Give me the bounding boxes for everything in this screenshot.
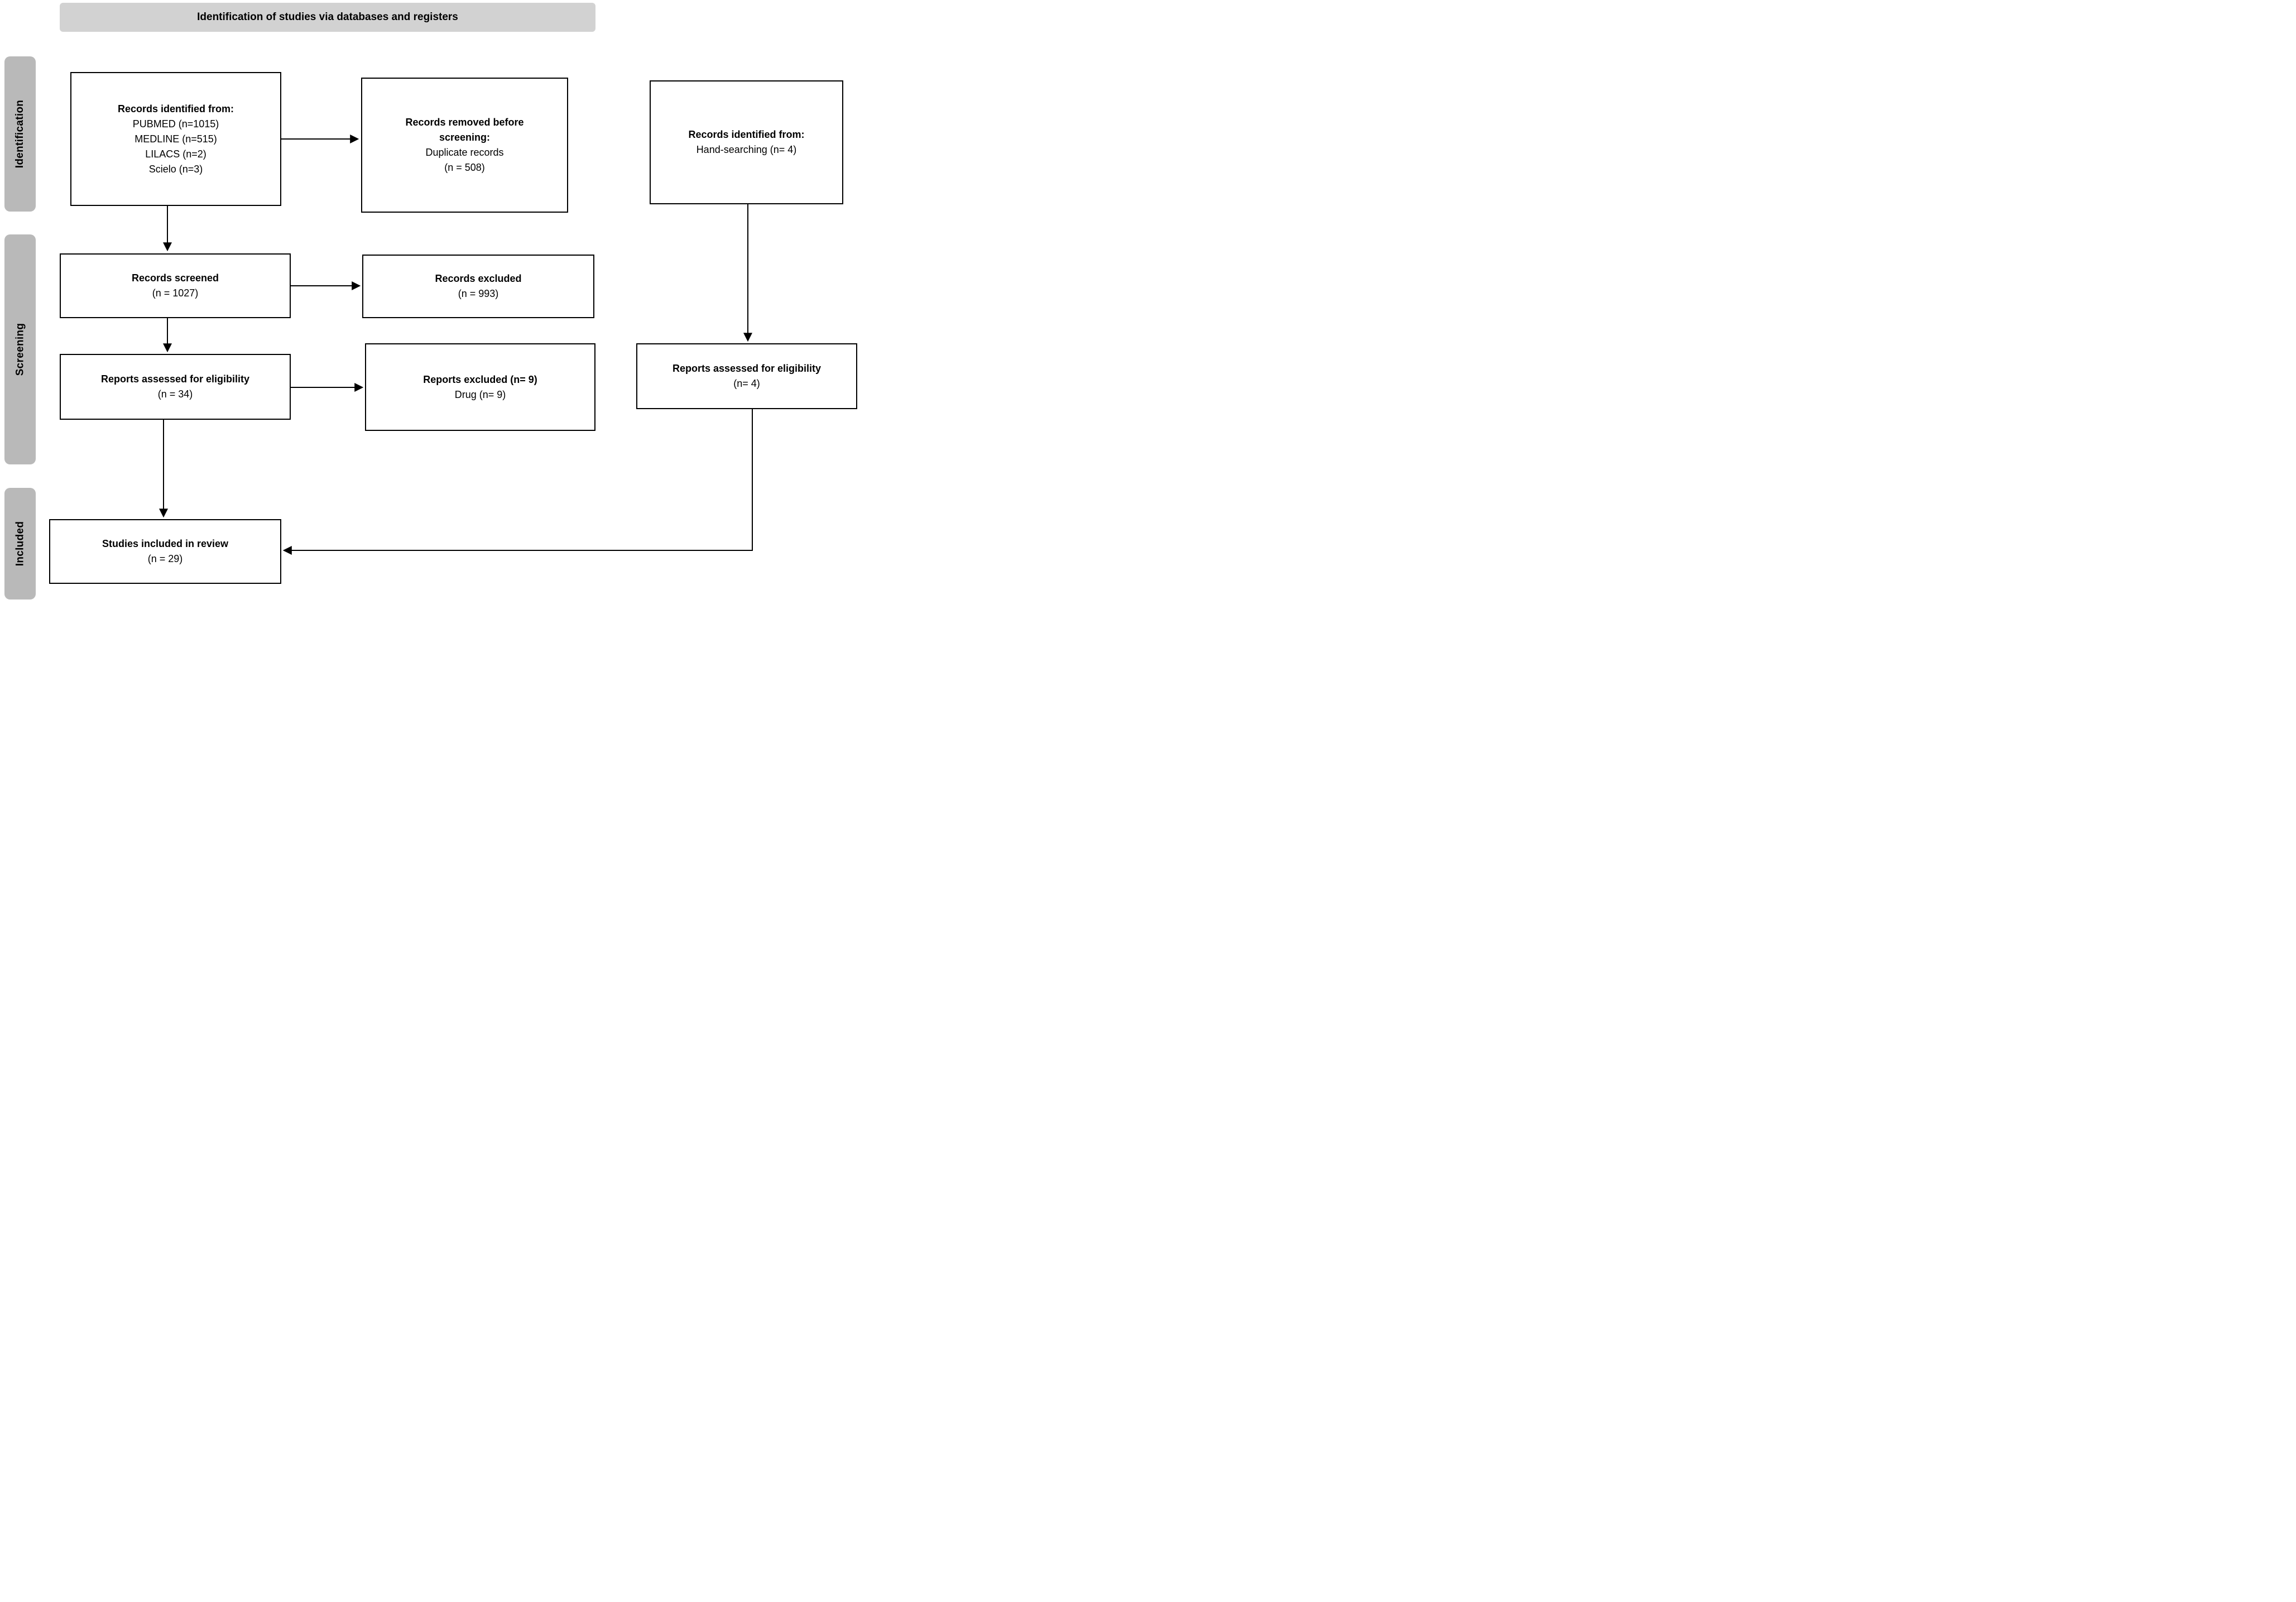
diagram-header-bar [60,3,595,32]
box-line: (n= 4) [733,378,760,389]
box-records-identified-databases [70,72,281,206]
stage-label-identification [4,56,36,212]
box-records-identified-handsearch [650,80,843,204]
box-reports-excluded [365,343,595,431]
box-title: Records excluded [435,273,522,284]
box-line: (n = 1027) [152,287,199,299]
box-title: Studies included in review [102,538,229,549]
box-line: (n = 993) [458,288,499,299]
box-title: Reports assessed for eligibility [672,363,822,374]
box-line: Hand-searching (n= 4) [696,144,797,155]
box-line: (n = 29) [147,553,183,564]
box-line: PUBMED (n=1015) [132,118,219,129]
box-line: MEDLINE (n=515) [135,133,217,145]
box-studies-included [49,519,281,584]
prisma-flow-diagram [0,0,861,601]
stage-label-included [4,488,36,599]
diagram-title: Identification of studies via databases and registers [197,11,458,23]
box-line: (n = 34) [157,388,193,400]
box-title: Reports excluded (n= 9) [423,373,537,385]
box-records-removed [361,78,568,213]
box-line: Scielo (n=3) [148,163,203,175]
box-title: Records screened [131,272,219,284]
box-records-excluded [362,255,594,318]
box-reports-assessed [60,354,291,420]
box-reports-assessed-handsearch [636,343,857,409]
box-line: Duplicate records [425,147,504,158]
stage-label-identification-text: Identification [14,99,26,169]
stage-label-included-text: Included [14,521,26,567]
stage-label-screening [4,234,36,464]
stage-label-screening-text: Screening [14,323,26,376]
box-title: Records identified from: [688,129,805,140]
box-line: (n = 508) [444,162,485,173]
box-title: Reports assessed for eligibility [100,373,250,385]
box-title: Records removed before screening: [405,117,524,143]
box-line: Drug (n= 9) [454,388,506,400]
box-records-screened [60,253,291,318]
box-line: LILACS (n=2) [145,148,206,160]
box-title: Records identified from: [117,103,234,114]
